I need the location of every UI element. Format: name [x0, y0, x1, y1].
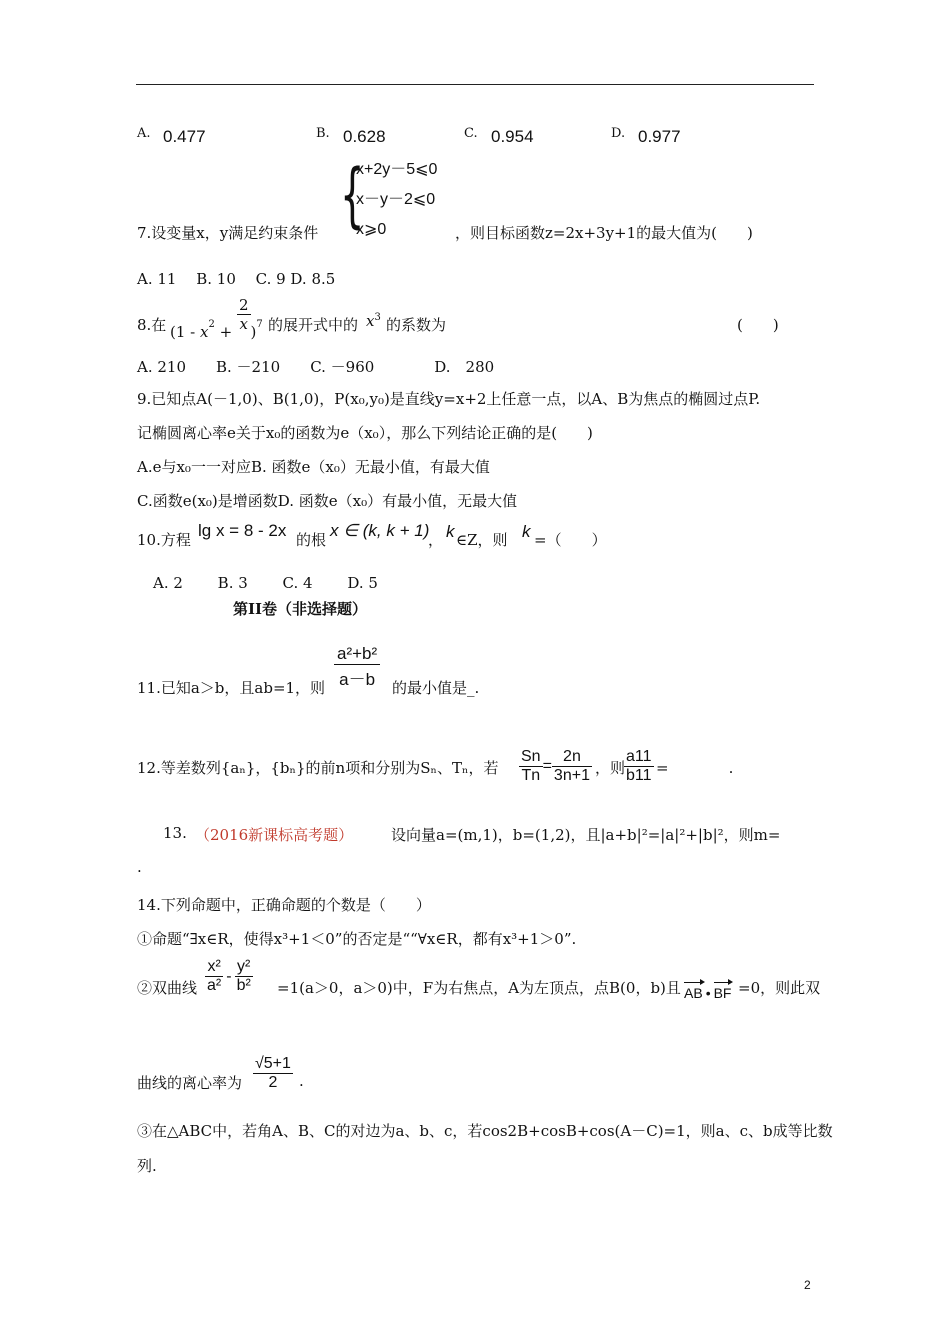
q11-prefix: 11.已知a＞b，且ab=1，则	[137, 679, 326, 697]
q7-options: A. 11 B. 10 C. 9 D. 8.5	[137, 270, 336, 288]
q6-option-a-value: 0.477	[163, 127, 206, 146]
q6-option-c-value: 0.954	[491, 127, 534, 146]
q12-suffix: = .	[656, 759, 734, 777]
q12-ratio-den: 3n+1	[553, 767, 590, 784]
q13-text: 设向量a=(m,1)，b=(1,2)，且|a+b|²=|a|²+|b|²，则m=	[391, 826, 781, 844]
q13-source-tag: （2016新课标高考题）	[195, 826, 354, 844]
q10-root-interval: x ∈ (k, k + 1)	[330, 521, 430, 540]
q14-dot-op: •	[705, 985, 711, 1001]
q10-k-answer: k	[522, 522, 531, 541]
q10-comma: ，	[428, 531, 444, 549]
q12-b11: b11	[626, 767, 652, 784]
q14-vector-bf: BF	[713, 985, 732, 1001]
q14-hyperbola-eq	[205, 958, 253, 995]
q8-prefix: 8.在	[137, 316, 167, 334]
q14-vector-ab: AB	[684, 985, 703, 1001]
q7-constraint-3: x⩾0	[356, 221, 387, 238]
q12-eq: =	[542, 757, 552, 775]
header-rule	[136, 84, 814, 85]
q6-option-b-value: 0.628	[343, 127, 386, 146]
q14-item-2-mid: =1(a＞0，a＞0)中，F为右焦点，A为左顶点，点B(0，b)且	[277, 979, 681, 997]
q10-options: A. 2 B. 3 C. 4 D. 5	[153, 574, 378, 592]
q8-exp-7: 7	[256, 318, 263, 330]
q9-option-ab: A.e与x₀一一对应B. 函数e（x₀）无最小值，有最大值	[137, 458, 490, 476]
q8-x3-base: x	[366, 312, 375, 330]
q10-prefix: 10.方程	[137, 531, 191, 549]
constraint-brace: {	[340, 154, 365, 236]
q10-suffix: =（ ）	[534, 531, 607, 549]
q14-item-3-line-2: 列.	[137, 1157, 157, 1175]
page-number: 2	[804, 1278, 811, 1292]
q11-fraction	[334, 644, 380, 690]
q14-item-2-end: =0，则此双	[738, 979, 821, 997]
q14-eccentricity	[253, 1055, 293, 1092]
q8-plus: +	[219, 322, 233, 341]
q8-fraction	[237, 296, 251, 333]
q14-item-1: ①命题“∃x∈R，使得x³+1＜0”的否定是““∀x∈R，都有x³+1＞0”.	[137, 930, 577, 948]
q14-item-2-line-2: 曲线的离心率为	[137, 1074, 243, 1092]
q14-minus: -	[226, 967, 232, 985]
q12-sn: Sn	[521, 748, 541, 765]
q8-exp-3: 3	[374, 312, 381, 323]
q12-ratio-num: 2n	[552, 748, 592, 767]
q11-frac-den: a－b	[339, 670, 376, 689]
q12-prefix: 12.等差数列{aₙ}，{bₙ}的前n项和分别为Sₙ、Tₙ，若	[137, 759, 499, 777]
q14-title: 14.下列命题中，正确命题的个数是（ ）	[137, 896, 431, 914]
q6-option-d-value: 0.977	[638, 127, 681, 146]
q10-k: k	[446, 522, 455, 541]
q8-mid: 的展开式中的	[268, 316, 359, 334]
q12-then: ，则	[595, 759, 626, 777]
q12-a11: a11	[626, 748, 652, 765]
q14-ha: a²	[207, 977, 222, 994]
q8-x: x	[200, 322, 209, 341]
q10-kz: ∈Z，则	[456, 531, 508, 549]
q12-a11-b11	[624, 748, 654, 785]
q14-e-den: 2	[268, 1074, 278, 1091]
q10-equation: lg x = 8 - 2x	[198, 521, 287, 540]
q11-suffix: 的最小值是_.	[392, 679, 480, 697]
q9-option-cd: C.函数e(x₀)是增函数D. 函数e（x₀）有最小值，无最大值	[137, 492, 518, 510]
q8-x3	[366, 312, 381, 330]
q7-constraint-1: x+2y－5⩽0	[356, 161, 438, 178]
q14-hx: x²	[205, 958, 223, 977]
q9-line-1: 9.已知点A(－1,0)、B(1,0)，P(x₀,y₀)是直线y=x+2上任意一点，以A、B为焦点的椭圆过点P.	[137, 390, 761, 408]
q12-ratio	[519, 748, 592, 785]
q13-dot: .	[137, 858, 142, 876]
q6-option-d-label: D.	[611, 126, 626, 141]
q8-frac-den: x	[239, 315, 248, 333]
q8-suffix: 的系数为	[386, 316, 447, 334]
q8-close: )	[250, 322, 257, 341]
q8-expression	[170, 296, 263, 341]
q8-answer-paren: ( )	[737, 316, 779, 334]
q8-expr-open: (1 -	[170, 322, 196, 341]
q14-vector-product	[684, 985, 731, 1001]
q14-item-2-period: .	[299, 1072, 304, 1090]
q14-e-num: √5+1	[255, 1055, 291, 1072]
q11-frac-num: a²+b²	[334, 644, 380, 665]
q13-number: 13.	[163, 824, 187, 842]
q7-constraint-2: x－y－2⩽0	[356, 191, 436, 208]
q14-item-2-prefix: ②双曲线	[137, 979, 198, 997]
q12-tn: Tn	[521, 767, 541, 784]
q8-frac-num: 2	[239, 296, 249, 314]
q9-line-2: 记椭圆离心率e关于x₀的函数为e（x₀），那么下列结论正确的是( )	[137, 424, 593, 442]
q8-exp-2: 2	[208, 318, 215, 330]
q6-option-a-label: A.	[137, 126, 151, 141]
q6-option-c-label: C.	[464, 126, 478, 141]
q7-suffix: ，则目标函数z=2x+3y+1的最大值为( )	[455, 224, 753, 242]
q10-mid: 的根	[296, 531, 327, 549]
q14-item-3-line-1: ③在△ABC中，若角A、B、C的对边为a、b、c，若cos2B+cosB+cos(A－C)=1，则a、c、b成等比数	[137, 1122, 833, 1140]
section-2-title: 第II卷（非选择题）	[233, 600, 368, 618]
q7-prefix: 7.设变量x，y满足约束条件	[137, 224, 319, 242]
q8-options: A. 210 B. －210 C. －960 D. 280	[137, 358, 495, 376]
q14-hb: b²	[236, 977, 251, 994]
q6-option-b-label: B.	[316, 126, 330, 141]
q14-hy: y²	[235, 958, 253, 977]
